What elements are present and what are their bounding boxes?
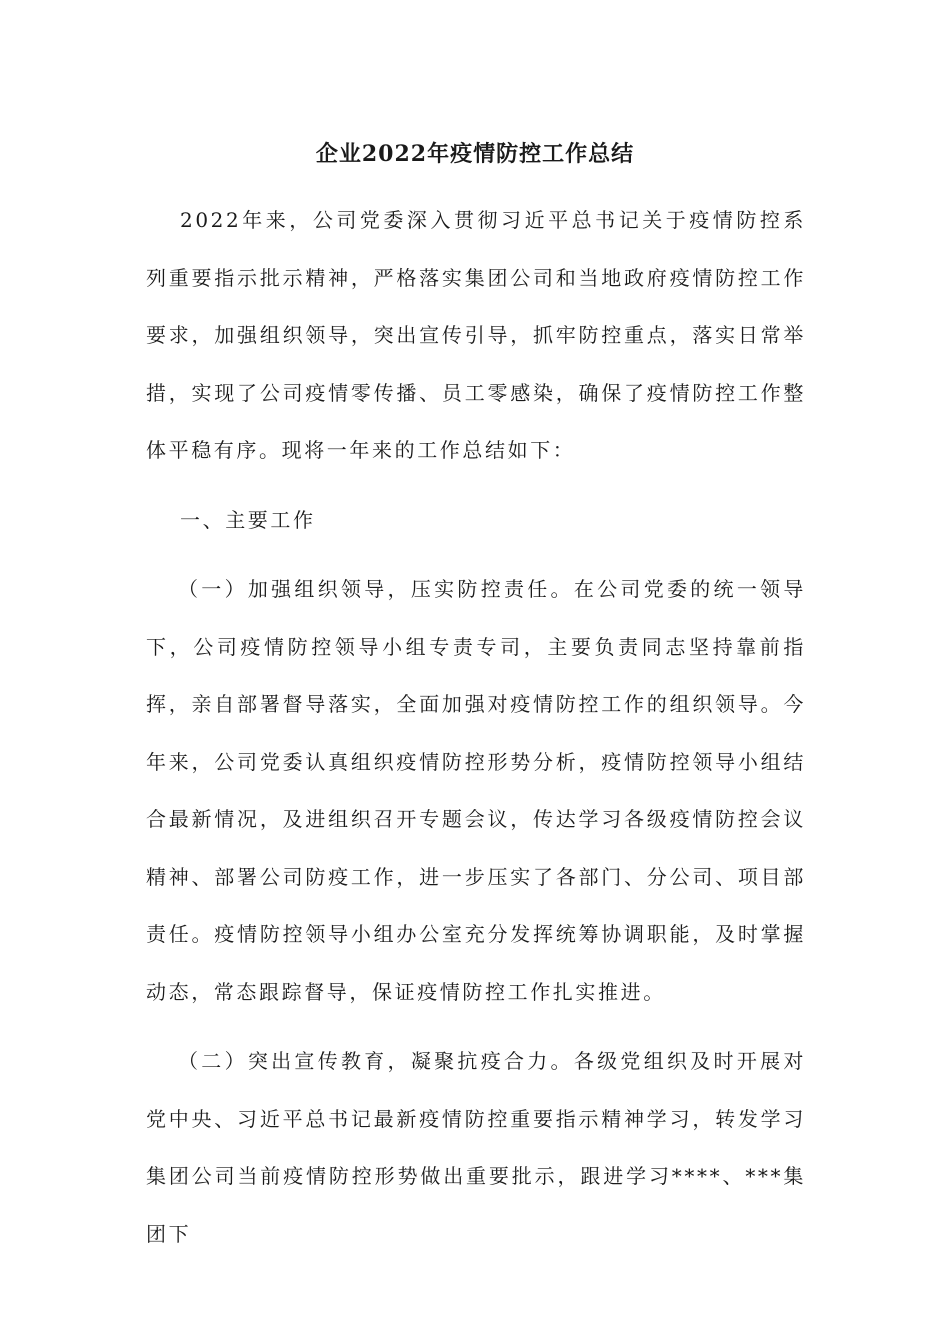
section-heading: 一、主要工作 [180, 508, 316, 532]
intro-paragraph: 2022年来，公司党委深入贯彻习近平总书记关于疫情防控系列重要指示批示精神，严格落实集团公司和当地政府疫情防控工作要求，加强组织领导，突出宣传引导，抓牢防控重点，落实日常举措，实现了公司疫情零传播、员工零感染，确保了疫情防控工作整体平稳有序。现将一年来的工作总结如下： [146, 208, 806, 462]
body-paragraph-item-1: （一）加强组织领导，压实防控责任。在公司党委的统一领导下，公司疫情防控领导小组专责专司，主要负责同志坚持靠前指挥，亲自部署督导落实，全面加强对疫情防控工作的组织领导。今年来，公司党委认真组织疫情防控形势分析，疫情防控领导小组结合最新情况，及进组织召开专题会议，传达学习各级疫情防控会议精神、部署公司防疫工作，进一步压实了各部门、分公司、项目部责任。疫情防控领导小组办公室充分发挥统筹协调职能，及时掌握动态，常态跟踪督导，保证疫情防控工作扎实推进。 [146, 577, 806, 1004]
body-paragraph-item-2: （二）突出宣传教育，凝聚抗疫合力。各级党组织及时开展对党中央、习近平总书记最新疫情防控重要指示精神学习，转发学习集团公司当前疫情防控形势做出重要批示，跟进学习****、***集团下 [146, 1049, 806, 1246]
document-title: 企业2022年疫情防控工作总结 [315, 141, 635, 167]
